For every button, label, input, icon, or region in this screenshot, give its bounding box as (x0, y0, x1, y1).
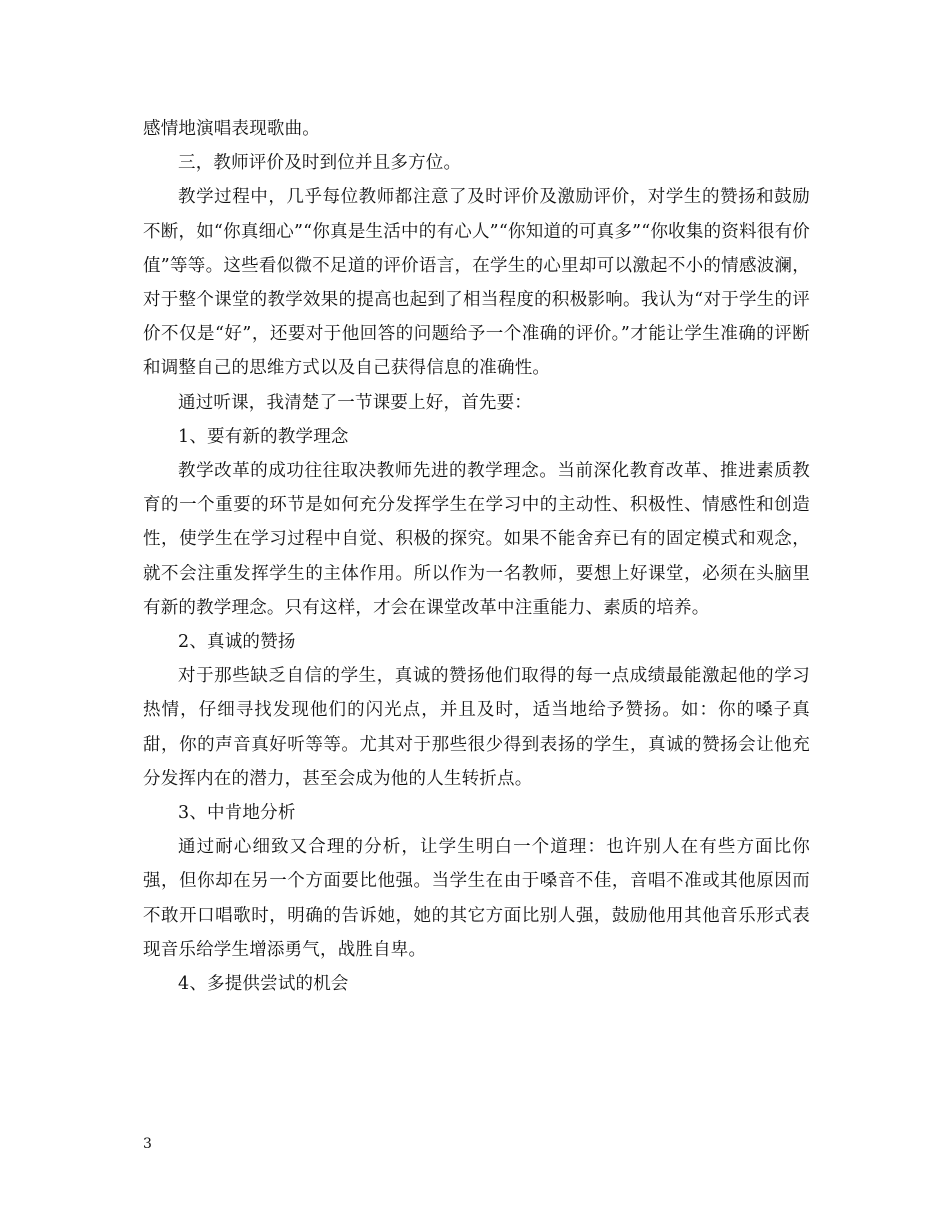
paragraph-teaching-concept: 教学改革的成功往往取决教师先进的教学理念。当前深化教育改革、推进素质教育的一个重要的环节是如何充分发挥学生在学习中的主动性、积极性、情感性和创造性，使学生在学习过程中自觉、积极的探究。如果不能舍弃已有的固定模式和观念，就不会注重发挥学生的主体作用。所以作为一名教师，要想上好课堂，必须在头脑里有新的教学理念。只有这样，才会在课堂改革中注重能力、素质的培养。 (143, 461, 810, 618)
paragraph-sincere-praise: 对于那些缺乏自信的学生，真诚的赞扬他们取得的每一点成绩最能激起他的学习热情，仔细寻找发现他们的闪光点，并且及时，适当地给予赞扬。如：你的嗓子真甜，你的声音真好听等等。尤其对于那些很少得到表扬的学生，真诚的赞扬会让他充分发挥内在的潜力，甚至会成为他的人生转折点。 (143, 666, 810, 789)
list-heading-2: 2、真诚的赞扬 (178, 632, 296, 653)
paragraph-continuation: 感情地演唱表现歌曲。 (143, 119, 320, 139)
list-heading-4: 4、多提供尝试的机会 (178, 974, 349, 995)
document-body (143, 112, 810, 1001)
paragraph-summary-intro: 通过听课，我清楚了一节课要上好，首先要： (178, 392, 532, 413)
list-heading-1: 1、要有新的教学理念 (178, 426, 349, 447)
paragraph-evaluation: 教学过程中，几乎每位教师都注意了及时评价及激励评价，对学生的赞扬和鼓励不断，如“你真细心”“你真是生活中的有心人”“你知道的可真多”“你收集的资料很有价值”等等。这些看似微不足道的评价语言，在学生的心里却可以激起不小的情感波澜，对于整个课堂的教学效果的提高也起到了相当程度的积极影响。我认为“对于学生的评价不仅是“好”，还要对于他回答的问题给予一个准确的评价。”才能让学生准确的评断和调整自己的思维方式以及自己获得信息的准确性。 (143, 187, 810, 379)
paragraph-analysis: 通过耐心细致又合理的分析，让学生明白一个道理：也许别人在有些方面比你强，但你却在另一个方面要比他强。当学生在由于嗓音不佳，音唱不准或其他原因而不敢开口唱歌时，明确的告诉她，她的其它方面比别人强，鼓励他用其他音乐形式表现音乐给学生增添勇气，战胜自卑。 (143, 837, 810, 960)
page-number: 3 (143, 1136, 152, 1152)
section-heading-teacher-evaluation: 三，教师评价及时到位并且多方位。 (178, 153, 462, 174)
list-heading-3: 3、中肯地分析 (178, 803, 296, 824)
